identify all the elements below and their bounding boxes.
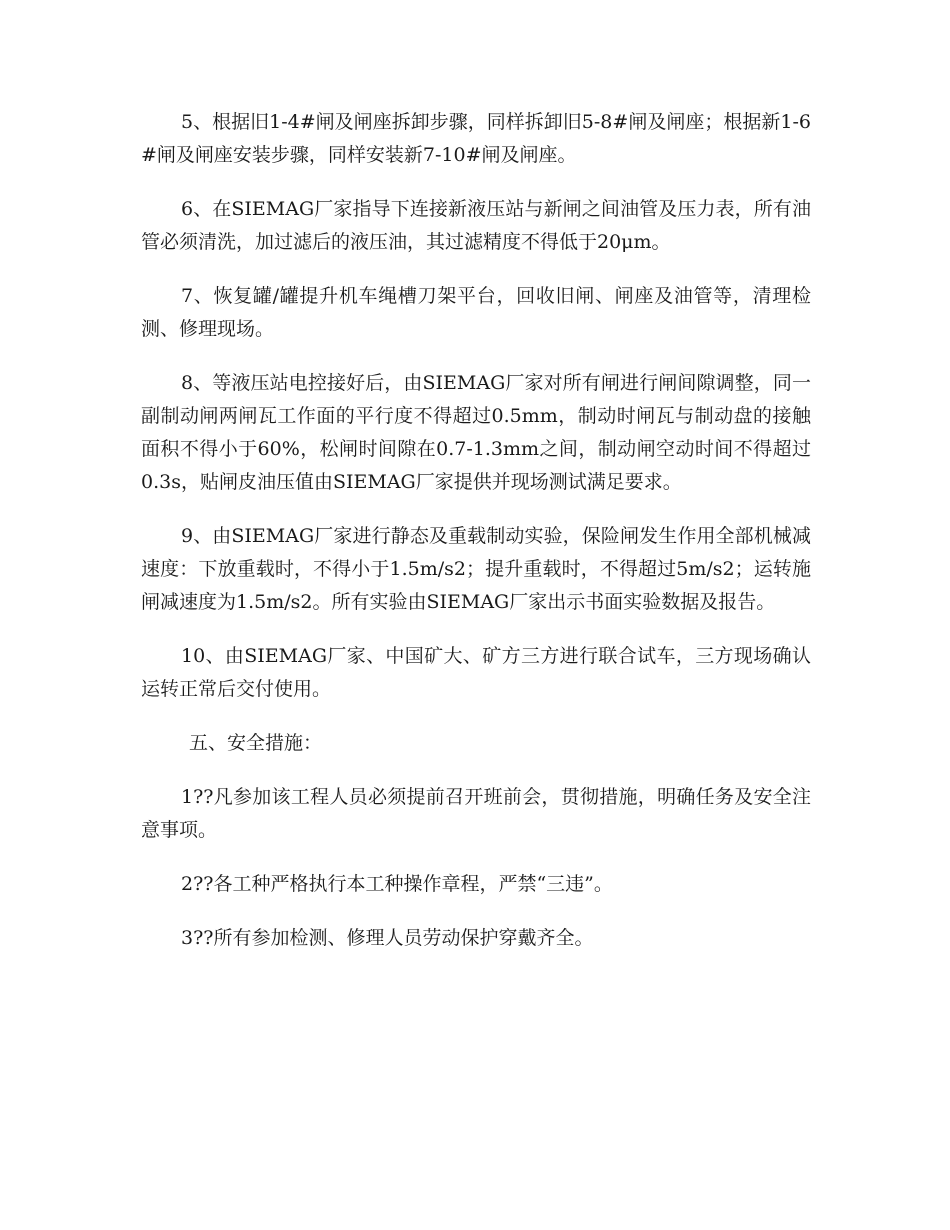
step-10-paragraph: 10、由SIEMAG厂家、中国矿大、矿方三方进行联合试车，三方现场确认运转正常后交付使用。	[141, 645, 811, 700]
safety-item-1: 1??凡参加该工程人员必须提前召开班前会，贯彻措施，明确任务及安全注意事项。	[141, 786, 811, 841]
step-5-paragraph: 5、根据旧1-4#闸及闸座拆卸步骤，同样拆卸旧5-8#闸及闸座；根据新1-6#闸及闸座安装步骤，同样安装新7-10#闸及闸座。	[141, 111, 811, 166]
step-6-paragraph: 6、在SIEMAG厂家指导下连接新液压站与新闸之间油管及压力表，所有油管必须清洗，加过滤后的液压油，其过滤精度不得低于20μm。	[141, 198, 811, 253]
safety-item-2: 2??各工种严格执行本工种操作章程，严禁“三违”。	[181, 873, 613, 895]
safety-item-3: 3??所有参加检测、修理人员劳动保护穿戴齐全。	[181, 927, 594, 949]
step-9-paragraph: 9、由SIEMAG厂家进行静态及重载制动实验，保险闸发生作用全部机械减速度：下放重载时，不得小于1.5m/s2；提升重载时，不得超过5m/s2；运转施闸减速度为1.5m/s2。所有实验由SIEMAG厂家出示书面实验数据及报告。	[141, 525, 811, 613]
step-8-paragraph: 8、等液压站电控接好后，由SIEMAG厂家对所有闸进行闸间隙调整，同一副制动闸两闸瓦工作面的平行度不得超过0.5mm，制动时闸瓦与制动盘的接触面积不得小于60%，松闸时间隙在0.7-1.3mm之间，制动闸空动时间不得超过0.3s，贴闸皮油压值由SIEMAG厂家提供并现场测试满足要求。	[141, 372, 811, 493]
section-heading-safety: 五、安全措施：	[189, 732, 323, 754]
document-body	[141, 106, 811, 976]
step-7-paragraph: 7、恢复罐/罐提升机车绳槽刀架平台，回收旧闸、闸座及油管等，清理检测、修理现场。	[141, 285, 811, 340]
